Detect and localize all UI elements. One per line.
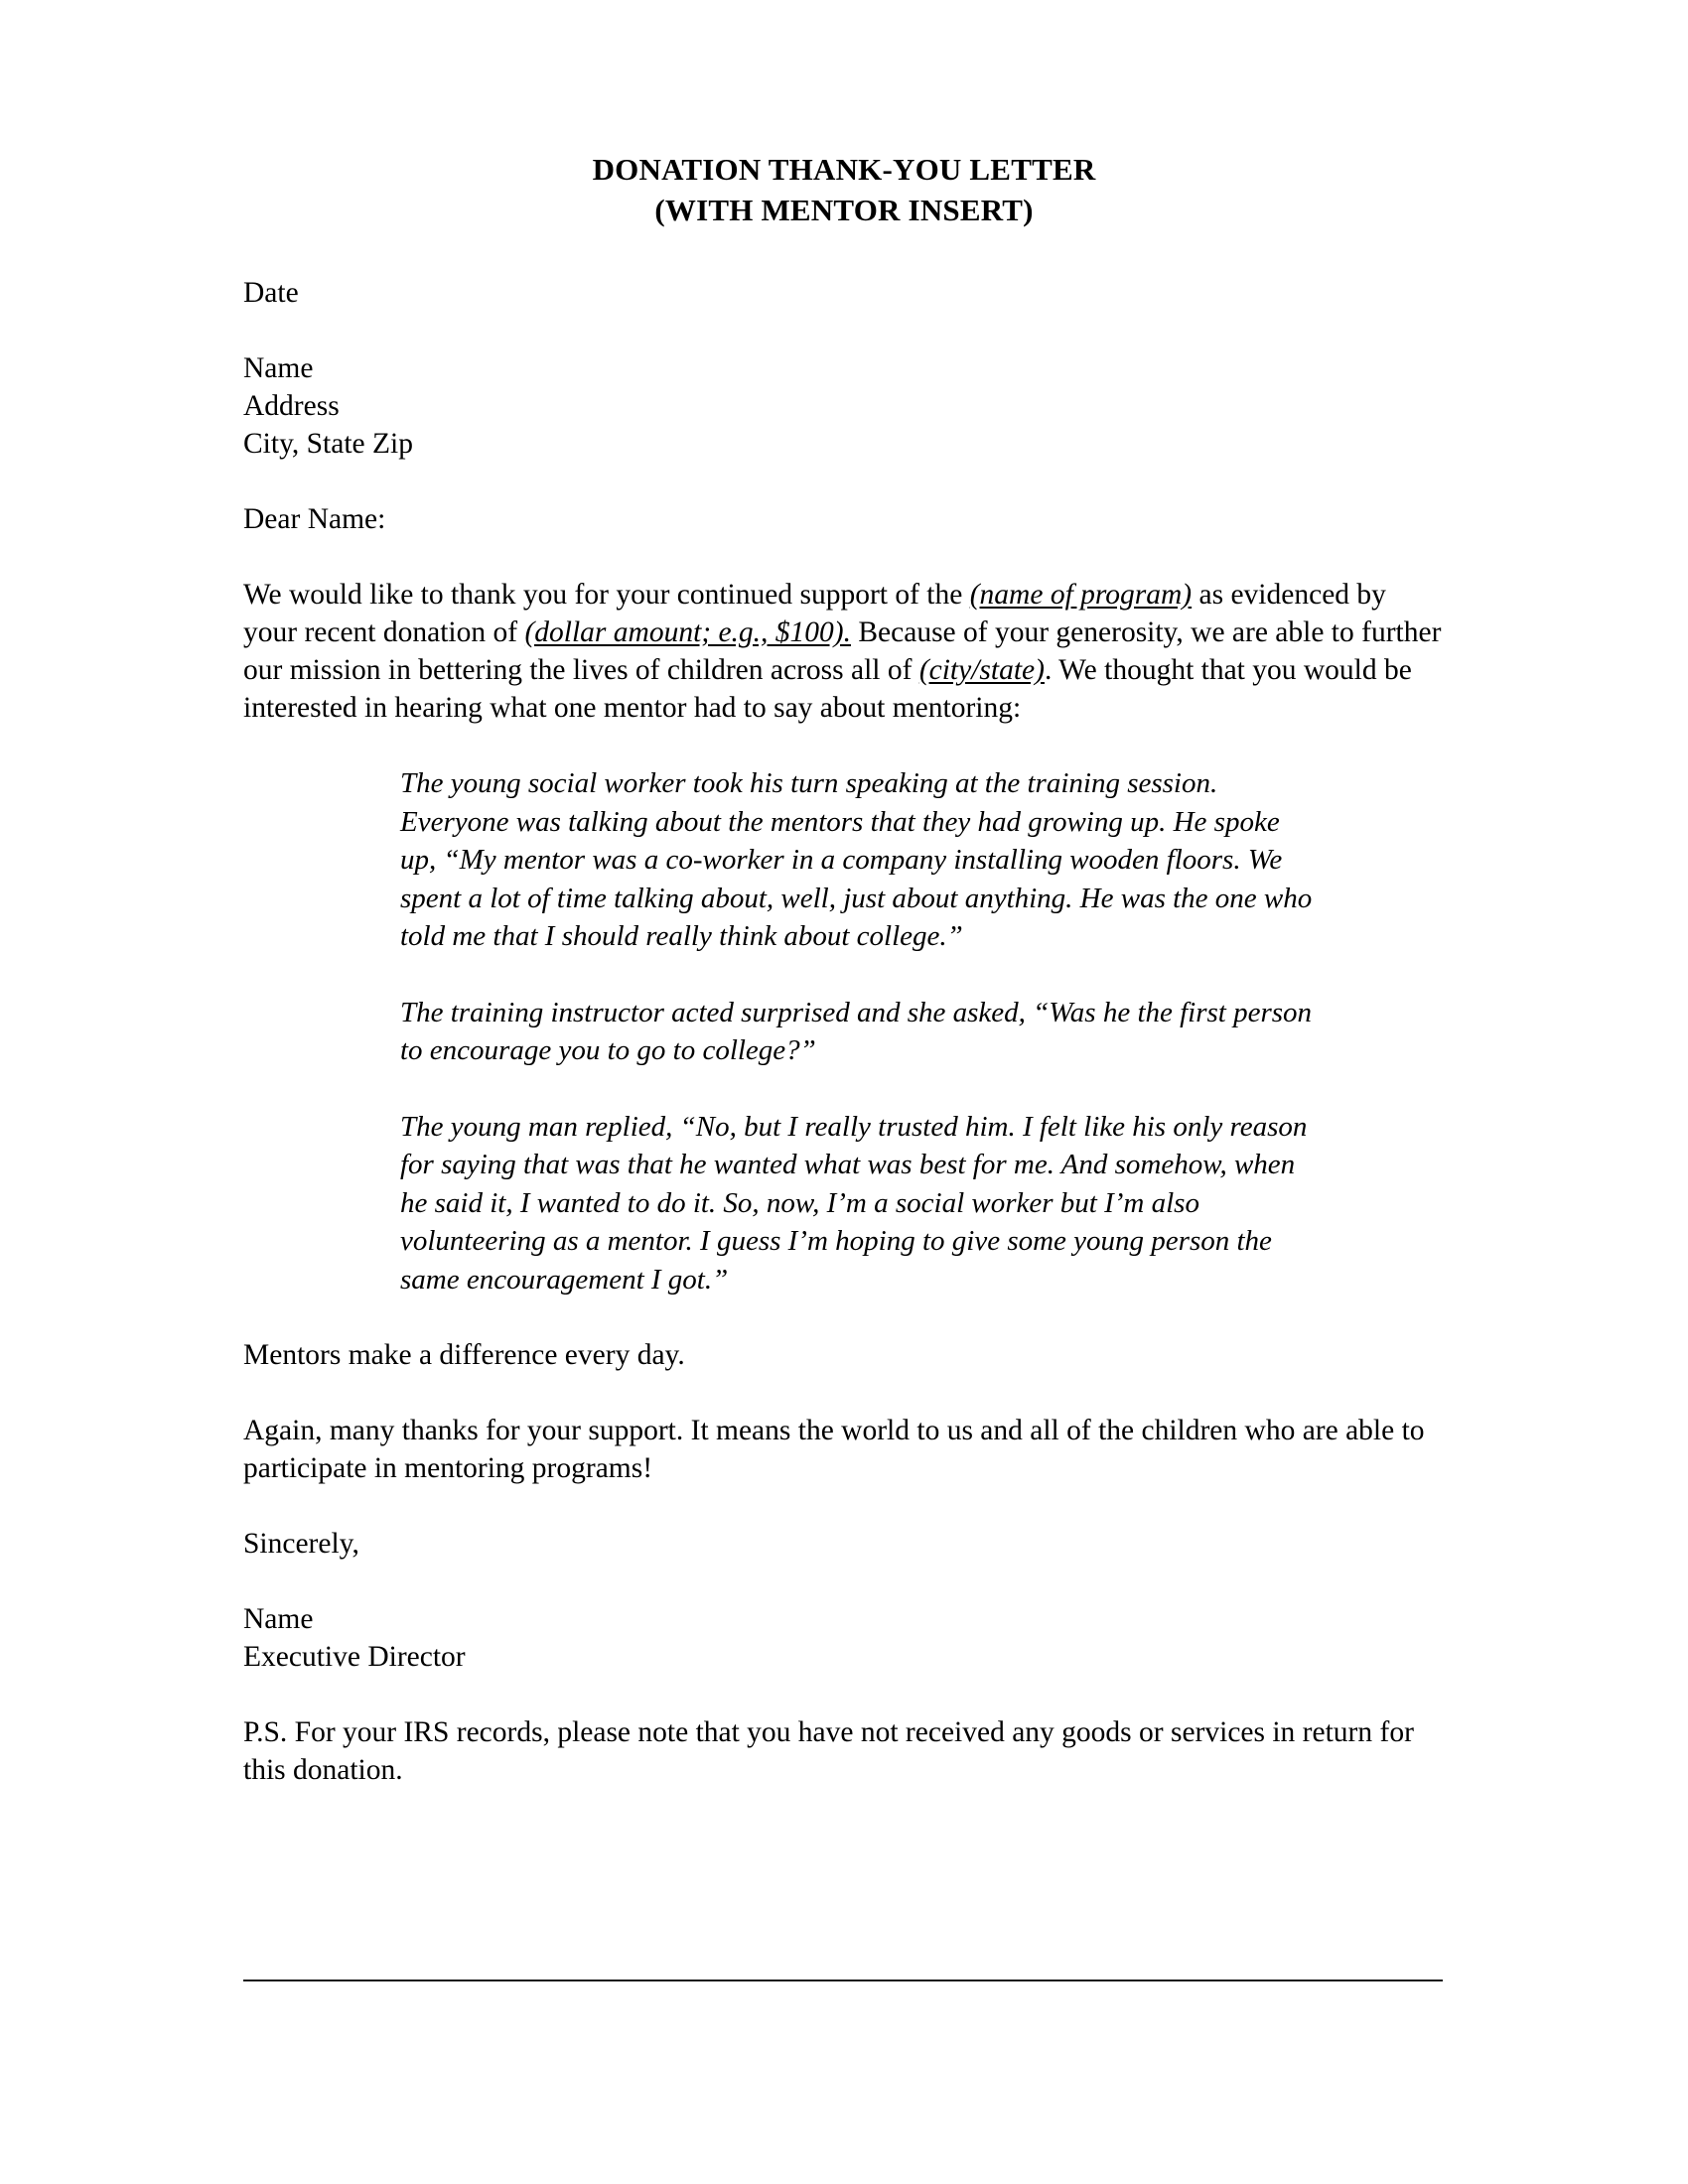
intro-segment-4: . We thought that you would be interested in hearing what one mentor had to say about mentoring: — [243, 654, 1412, 724]
recipient-address: Address — [243, 390, 340, 422]
spacer-after-quotes — [243, 1298, 1445, 1336]
quote-paragraph-1: The young social worker took his turn speaking at the training session. Everyone was talking about the mentors that they had growing up. He spoke up, “My mentor was a co-worker in a company installing wooden floors. We spent a lot of time talking about, well, just about anything. He was the one who told me that I should really think about college.” — [400, 767, 1313, 952]
placeholder-dollar-amount: (dollar amount; e.g., $100). — [524, 616, 851, 648]
intro-paragraph — [243, 576, 1445, 727]
signer-name: Name — [243, 1603, 314, 1635]
thanks-paragraph: Again, many thanks for your support. It means the world to us and all of the children who are able to participate in mentoring programs! — [243, 1415, 1425, 1484]
title-line-2: (WITH MENTOR INSERT) — [654, 193, 1034, 227]
mentor-quote-block — [243, 764, 1445, 1298]
quote-paragraph-3: The young man replied, “No, but I really trusted him. I felt like his only reason for saying that was that he wanted what was best for me. And somehow, when he said it, I wanted to do it. So, now, I’m a social worker but I’m also volunteering as a mentor. I guess I’m hoping to give some young person the same encouragement I got.” — [400, 1110, 1308, 1296]
recipient-name: Name — [243, 352, 314, 384]
intro-segment-3: Because of your generosity, we are able to further our mission in bettering the lives of children across all of — [243, 616, 1442, 686]
closing-line: Sincerely, — [243, 1528, 359, 1560]
salutation: Dear Name: — [243, 503, 386, 535]
date-line: Date — [243, 277, 299, 309]
placeholder-name-of-program: (name of program) — [969, 579, 1193, 611]
postscript: P.S. For your IRS records, please note that you have not received any goods or services in return for this donation. — [243, 1716, 1414, 1786]
recipient-city-state-zip: City, State Zip — [243, 428, 413, 460]
signer-title: Executive Director — [243, 1641, 466, 1673]
intro-segment-1: We would like to thank you for your continued support of the — [243, 579, 970, 611]
placeholder-city-state: (city/state) — [918, 654, 1045, 686]
footer-divider — [243, 1979, 1443, 1981]
recipient-address-block — [243, 349, 1445, 463]
signature-block — [243, 1600, 1445, 1676]
intro-segment-2: as evidenced by your recent donation of — [243, 579, 1386, 648]
letter-content — [243, 230, 1445, 1789]
letter-body — [243, 0, 1445, 1789]
quote-paragraph-2: The training instructor acted surprised and she asked, “Was he the first person to encourage you to go to college?” — [400, 996, 1313, 1066]
page-title — [243, 0, 1445, 230]
title-line-1: DONATION THANK-YOU LETTER — [592, 152, 1096, 187]
mentors-statement: Mentors make a difference every day. — [243, 1339, 685, 1371]
